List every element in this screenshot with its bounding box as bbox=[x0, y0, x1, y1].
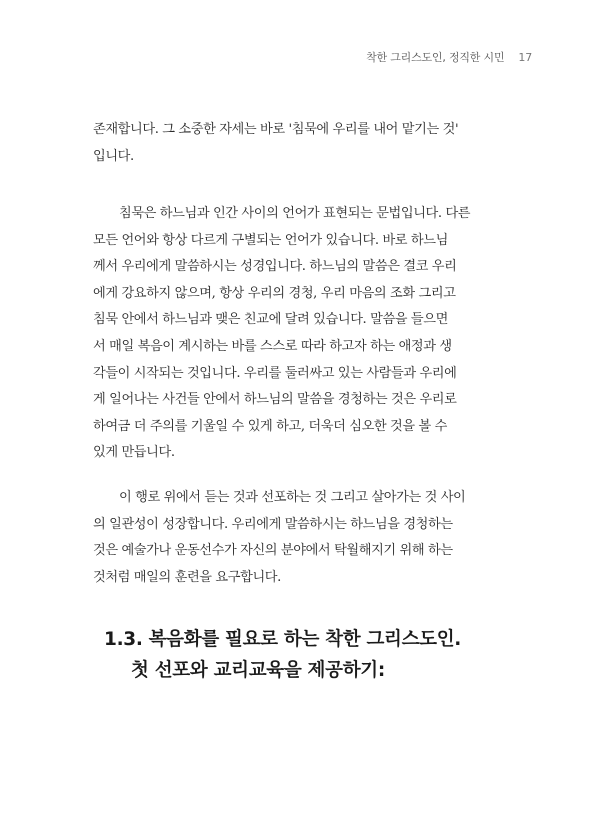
running-header bbox=[366, 49, 532, 65]
text-line: 의 일관성이 성장합니다. 우리에게 말씀하시는 하느님을 경청하는 bbox=[93, 516, 453, 532]
text-line: 하여금 더 주의를 기울일 수 있게 하고, 더욱더 심오한 것을 볼 수 bbox=[93, 418, 447, 434]
text-line: 각들이 시작되는 것입니다. 우리를 둘러싸고 있는 사람들과 우리에 bbox=[93, 365, 457, 381]
text-line: 것은 예술가나 운동선수가 자신의 분야에서 탁월해지기 위해 하는 bbox=[93, 543, 453, 559]
section-title-line2: 첫 선포와 교리교육을 제공하기: bbox=[131, 660, 385, 681]
section-heading bbox=[104, 624, 461, 686]
paragraph-path bbox=[93, 485, 511, 591]
text-line: 서 매일 복음이 계시하는 바를 스스로 따라 하고자 하는 애정과 생 bbox=[93, 338, 452, 354]
text-line: 모든 언어와 항상 다르게 구별되는 언어가 있습니다. 바로 하느님 bbox=[93, 232, 448, 248]
text-line: 존재합니다. 그 소중한 자세는 바로 '침묵에 우리를 내어 맡기는 것' bbox=[93, 122, 459, 137]
text-line: 침묵 안에서 하느님과 맺은 친교에 달려 있습니다. 말씀을 들으면 bbox=[93, 312, 448, 328]
text-line: 있게 만듭니다. bbox=[93, 445, 175, 461]
paragraph-silence bbox=[93, 201, 511, 467]
text-line: 침묵은 하느님과 인간 사이의 언어가 표현되는 문법입니다. 다른 bbox=[119, 206, 471, 221]
text-line: 입니다. bbox=[93, 148, 134, 164]
text-line: 이 행로 위에서 듣는 것과 선포하는 것 그리고 살아가는 것 사이 bbox=[119, 490, 466, 505]
text-line: 게 일어나는 사건들 안에서 하느님의 말씀을 경청하는 것은 우리로 bbox=[93, 392, 457, 408]
section-number: 1.3. bbox=[104, 629, 143, 650]
section-title-line1: 복음화를 필요로 하는 착한 그리스도인. bbox=[148, 629, 462, 650]
text-line: 것처럼 매일의 훈련을 요구합니다. bbox=[93, 569, 281, 585]
text-line: 에게 강요하지 않으며, 항상 우리의 경청, 우리 마음의 조화 그리고 bbox=[93, 285, 456, 301]
running-title: 착한 그리스도인, 정직한 시민 bbox=[366, 51, 505, 64]
paragraph-continuation bbox=[93, 117, 511, 170]
page-number: 17 bbox=[518, 51, 532, 64]
text-line: 께서 우리에게 말씀하시는 성경입니다. 하느님의 말씀은 결코 우리 bbox=[93, 259, 457, 275]
